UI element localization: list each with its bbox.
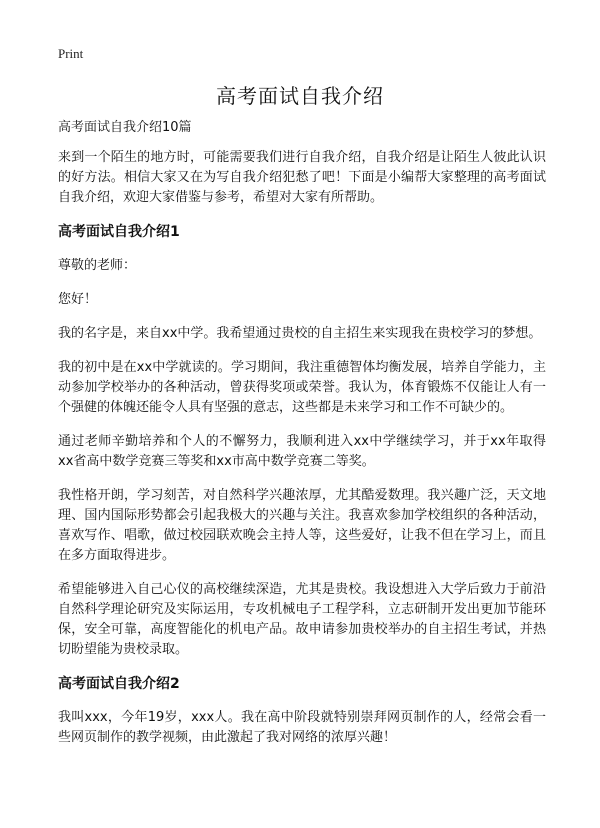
article-body xyxy=(58,118,546,762)
salutation: 尊敬的老师： xyxy=(58,258,137,273)
intro-paragraph: 来到一个陌生的地方时，可能需要我们进行自我介绍，自我介绍是让陌生人彼此认识的好方法。相信大家又在为写自我介绍犯愁了吧！下面是小编帮大家整理的高考面试自我介绍，欢迎大家借鉴与参考，希望对大家有所帮助。 xyxy=(58,150,546,205)
article-subtitle: 高考面试自我介绍10篇 xyxy=(58,120,192,135)
body-paragraph: 我性格开朗，学习刻苦，对自然科学兴趣浓厚，尤其酷爱数理。我兴趣广泛，天文地理、国内国际形势都会引起我极大的兴趣与关注。我喜欢参加学校组织的各种活动，喜欢写作、唱歌，做过校园联欢晚会主持人等，这些爱好，让我不但在学习上，而且在多方面取得进步。 xyxy=(58,488,546,563)
body-paragraph: 我的名字是，来自xx中学。我希望通过贵校的自主招生来实现我在贵校学习的梦想。 xyxy=(58,326,542,341)
section-heading: 高考面试自我介绍1 xyxy=(58,224,180,240)
body-paragraph: 我的初中是在xx中学就读的。学习期间，我注重德智体均衡发展，培养自学能力，主动参加学校举办的各种活动，曾获得奖项或荣誉。我认为，体育锻炼不仅能让人有一个强健的体魄还能令人具有坚强的意志，这些都是未来学习和工作不可缺少的。 xyxy=(58,360,546,415)
section-heading: 高考面试自我介绍2 xyxy=(58,676,180,692)
body-paragraph: 我叫xxx，今年19岁，xxx人。我在高中阶段就特别崇拜网页制作的人，经常会看一些网页制作的教学视频，由此激起了我对网络的浓厚兴趣！ xyxy=(58,710,546,745)
page-title: 高考面试自我介绍 xyxy=(216,84,384,108)
body-paragraph: 希望能够进入自己心仪的高校继续深造，尤其是贵校。我设想进入大学后致力于前沿自然科学理论研究及实际运用，专攻机械电子工程学科，立志研制开发出更加节能环保，安全可靠，高度智能化的机电产品。故申请参加贵校举办的自主招生考试，并热切盼望能为贵校录取。 xyxy=(58,582,546,657)
body-paragraph: 通过老师辛勤培养和个人的不懈努力，我顺利进入xx中学继续学习，并于xx年取得xx省高中数学竞赛三等奖和xx市高中数学竞赛二等奖。 xyxy=(58,434,546,469)
greeting: 您好！ xyxy=(58,292,98,307)
print-link[interactable]: Print xyxy=(58,46,84,61)
